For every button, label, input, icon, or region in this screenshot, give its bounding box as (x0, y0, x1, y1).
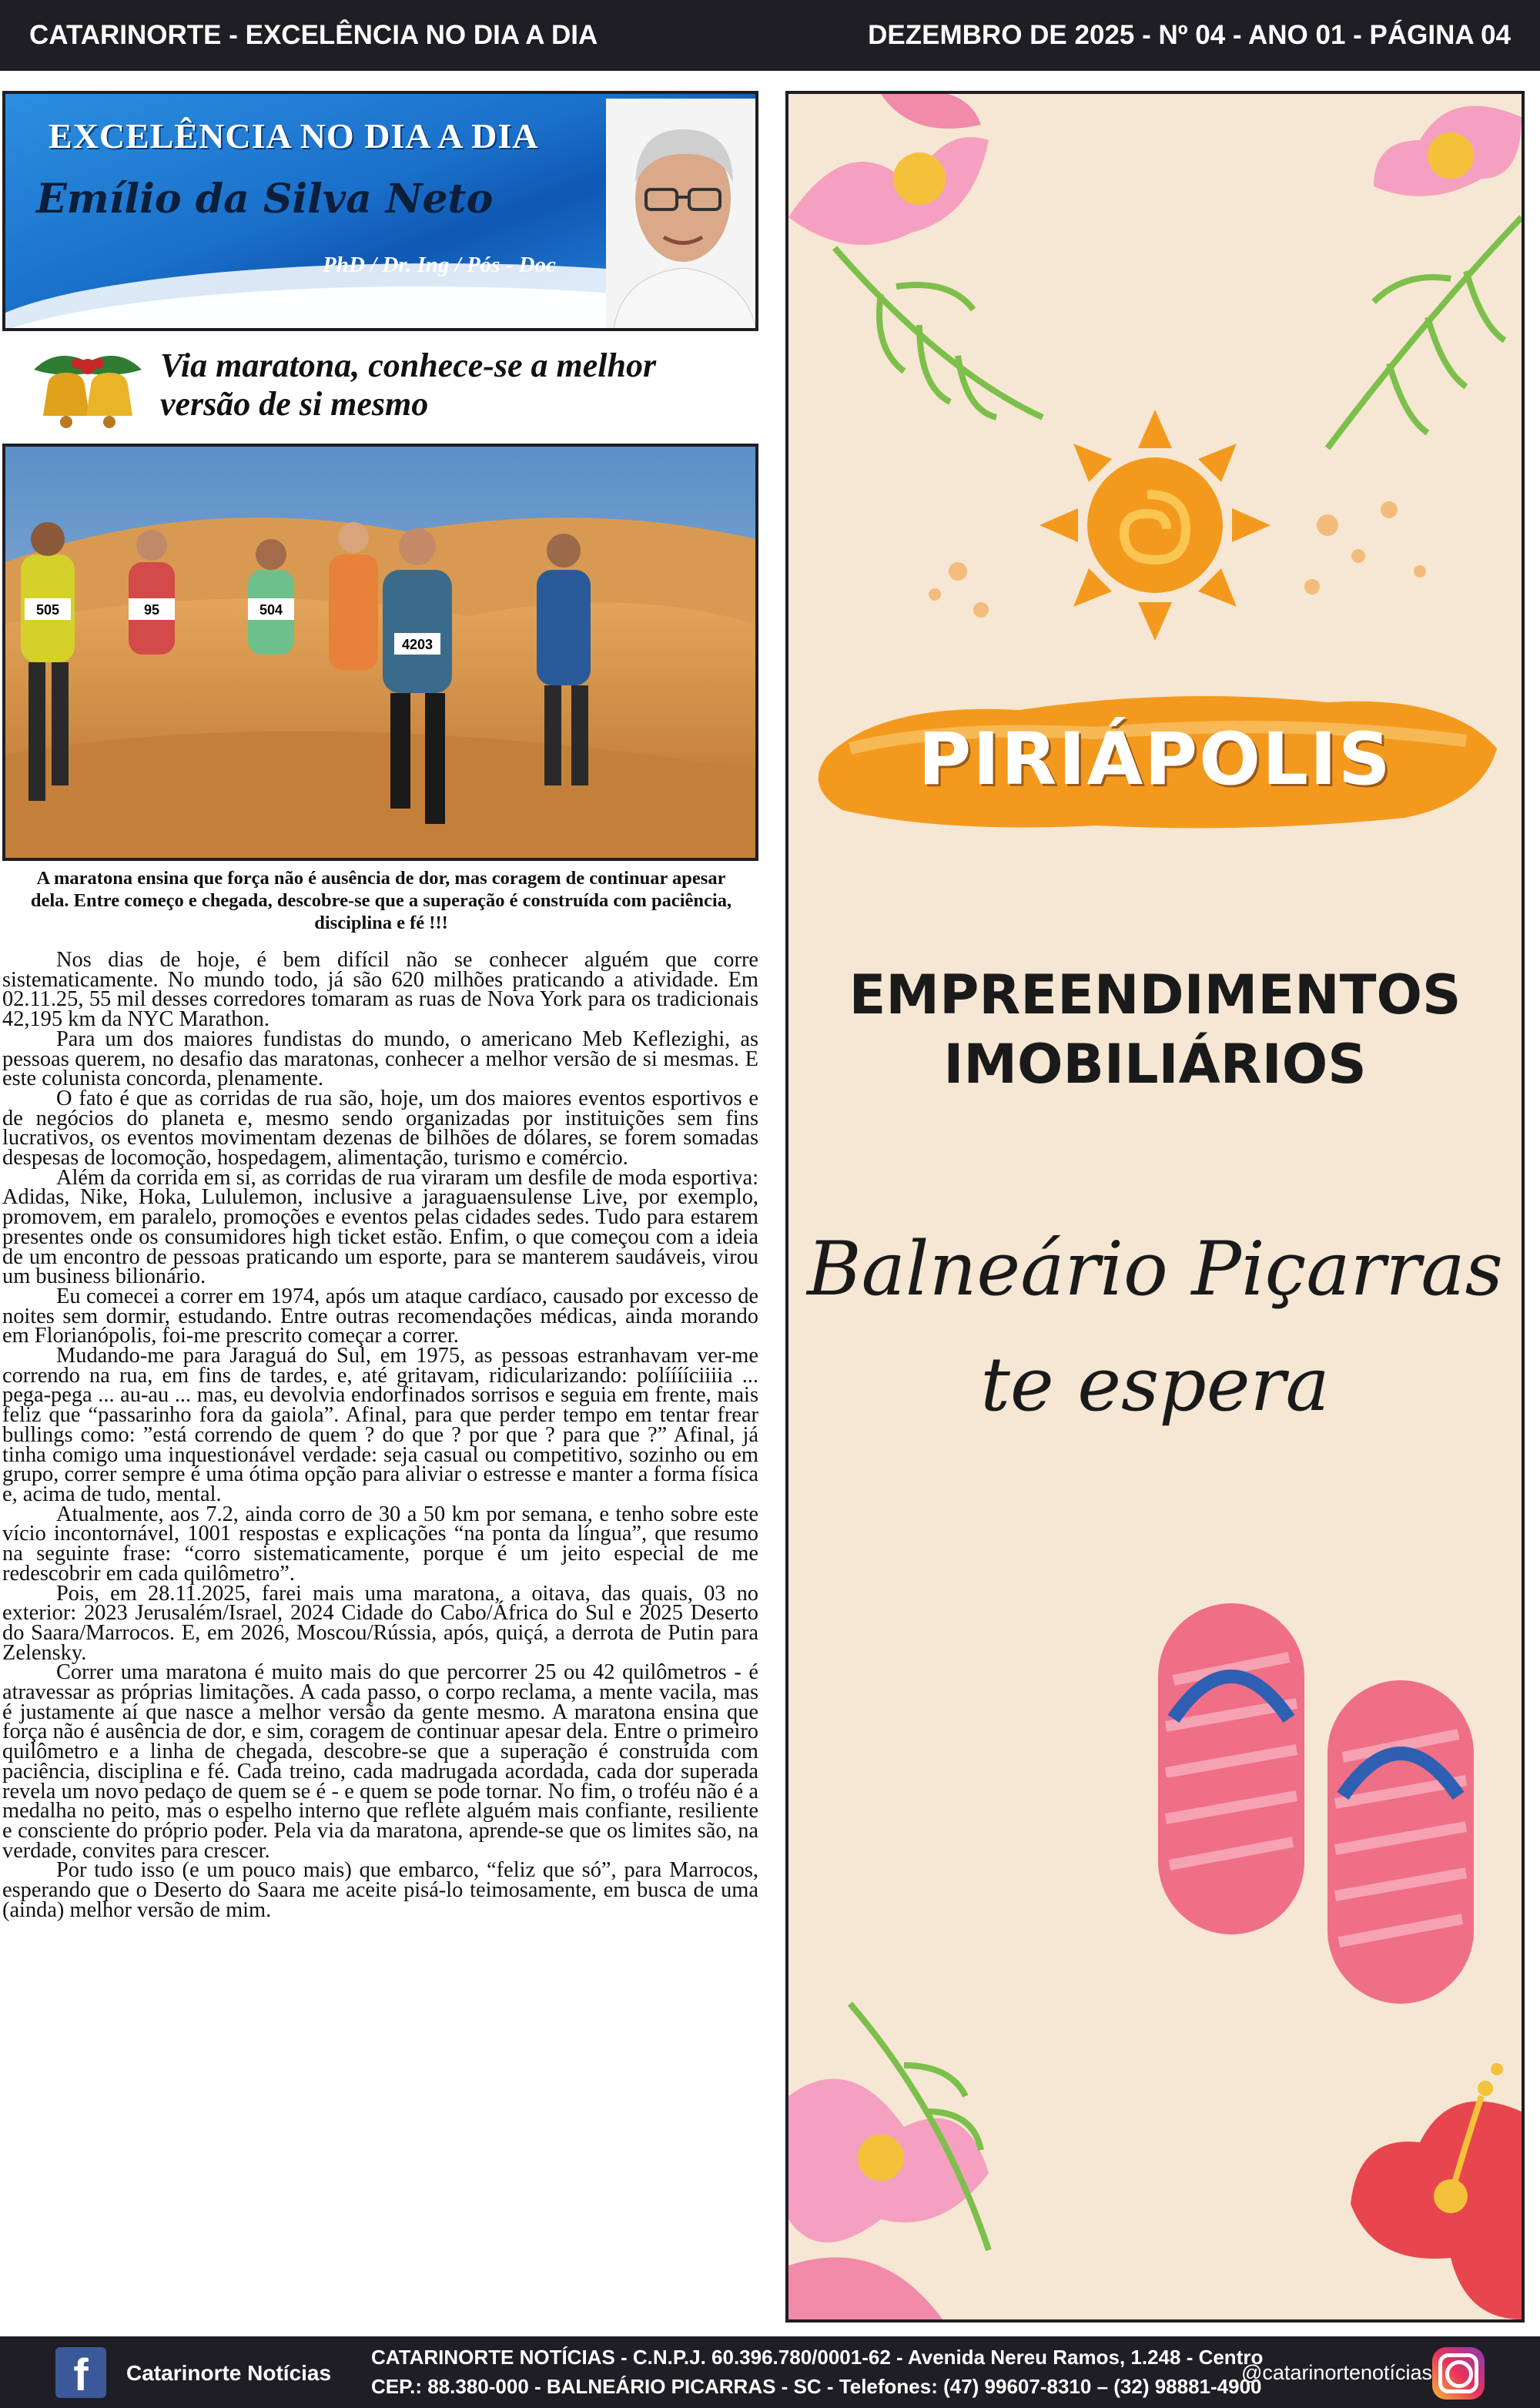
runner-bib-number: 504 (259, 602, 283, 618)
author-portrait (606, 99, 758, 330)
footer-address-line2: CEP.: 88.380-000 - BALNEÁRIO PICARRAS - SC - Telefones: (47) 99607-8310 – (32) 98881-4900 (371, 2375, 1262, 2398)
runner-bib-number: 505 (35, 602, 60, 618)
header-issue-info: DEZEMBRO DE 2025 - Nº 04 - ANO 01 - PÁGINA 04 (868, 20, 1511, 50)
header-publication: CATARINORTE - EXCELÊNCIA NO DIA A DIA (29, 20, 598, 50)
instagram-icon[interactable] (1432, 2347, 1485, 2400)
runner-bib-number: 4203 (401, 637, 434, 652)
column-banner (2, 91, 758, 331)
facebook-label[interactable]: Catarinorte Notícias (126, 2361, 332, 2385)
facebook-icon[interactable]: f (55, 2347, 106, 2398)
column-title: EXCELÊNCIA NO DIA A DIA (49, 116, 539, 156)
runner-bib-number: 95 (143, 602, 160, 618)
article-paragraph: Para um dos maiores fundistas do mundo, o americano Meb Keflezighi, as pessoas querem, no desafio das maratonas, conhecer a melhor versão de si mesmas. E este colunista concorda, plenamente. (2, 1026, 758, 1091)
headline-block (15, 339, 762, 439)
ad-decoration (788, 94, 1522, 2319)
real-estate-ad (785, 91, 1525, 2323)
flip-flops-icon (1158, 1603, 1474, 2004)
article-headline: Via maratona, conhece-se a melhor versão de si mesmo (160, 347, 657, 423)
article-paragraph: Atualmente, aos 7.2, ainda corro de 30 a 50 km por semana, e tenho sobre este vício incontornável, 1001 respostas e explicações “na ponta da língua”, que resumo na seguinte frase: “corro sistematicamente, porque é um jeito especial de me redescobrir em cada quilômetro”. (2, 1502, 758, 1586)
flower-icon (788, 94, 989, 245)
article-paragraph: Além da corrida em si, as corridas de rua viraram um desfile de moda esportiva: Adidas, Nike, Hoka, Lululemon, inclusive a jaraguaensulense Live, por exemplo, promovem, em paralelo, promoções e eventos pelas cidades sedes. Tudo para estarem presentes onde os consumidores high ticket estão. Enfim, o que começou com a ideia de um encontro de pessoas praticando um esporte, para se manterem saudáveis, virou um business bilionário. (2, 1165, 758, 1289)
ad-script-line1: Balneário Piçarras (807, 1226, 1503, 1312)
column-author: Emílio da Silva Neto (36, 176, 494, 223)
photo-caption: A maratona ensina que força não é ausência de dor, mas coragem de continuar apesar dela. Entre começo e chegada, descobre-se que a superação é construída com paciência, disciplina e fé !!! (30, 868, 732, 933)
desert-runners-image (5, 447, 755, 858)
ad-brand-title: PIRIÁPOLIS (918, 718, 1392, 802)
christmas-bells-icon (26, 339, 149, 437)
marathon-photo (2, 444, 758, 861)
article-paragraph: Eu comecei a correr em 1974, após um ataque cardíaco, causado por excesso de noites sem dormir, estudando. Entre outras recomendações médicas, ainda morando em Florianópolis, foi-me prescrito começar a correr. (2, 1284, 758, 1348)
article-paragraph: Mudando-me para Jaraguá do Sul, em 1975, as pessoas estranhavam ver-me correndo na rua, em fins de tardes, e, até gritavam, ridicularizando: polííííciiiia ... pega-pega ... au-au ... mas, eu devolvia endorfinados sorrisos e seguia em frente, mais feliz que “passarinho fora da gaiola”. Afinal, para que perder tempo em tentar frear bullings como: ”está correndo de quem ? do que ? por que ? para que ?” Afinal, já tinha comigo uma inquestionável verdade: seja casual ou competitivo, sozinho ou em grupo, correr sempre é uma ótima opção para aliviar o estresse e manter a forma física e, acima de tudo, mental. (2, 1344, 758, 1506)
footer-address-line1: CATARINORTE NOTÍCIAS - C.N.P.J. 60.396.780/0001-62 - Avenida Nereu Ramos, 1.248 - Centro (371, 2346, 1264, 2369)
article-body (2, 950, 758, 1920)
article-paragraph: Pois, em 28.11.2025, farei mais uma maratona, a oitava, das quais, 03 no exterior: 2023 Jerusalém/Israel, 2024 Cidade do Cabo/África do Sul e 2025 Deserto do Saara/Marrocos. E, em 2026, Moscou/Rússia, após, quiçá, a derrota de Putin para Zelensky. (2, 1581, 758, 1665)
ad-script-line2: te espera (980, 1341, 1330, 1428)
hibiscus-icon (1351, 2063, 1522, 2319)
ad-subtitle: EMPREENDIMENTOS IMOBILIÁRIOS (849, 963, 1461, 1096)
article-paragraph: Por tudo isso (e um pouco mais) que embarco, “feliz que só”, para Marrocos, esperando que o Deserto do Saara me aceite pisá-lo teimosamente, em busca de uma (ainda) melhor versão de mim. (2, 1858, 758, 1922)
article-paragraph: O fato é que as corridas de rua são, hoje, um dos maiores eventos esportivos e de negócios do planeta e, mesmo sendo organizadas por instituições sem fins lucrativos, os eventos movimentam dezenas de bilhões de dólares, se forem somadas despesas de locomoção, hospedagem, alimentação, turismo e comércio. (2, 1086, 758, 1171)
flower-icon (1374, 105, 1522, 196)
article-paragraph: Nos dias de hoje, é bem difícil não se conhecer alguém que corre sistematicamente. No mundo todo, já são 620 milhões praticando a atividade. Em 02.11.25, 55 mil desses corredores tomaram as ruas de Nova York para os tradicionais 42,195 km da NYC Marathon. (2, 948, 758, 1032)
sun-icon (1040, 410, 1270, 641)
instagram-label[interactable]: @catarinortenotícias (1241, 2361, 1433, 2384)
column-credentials: PhD / Dr. Ing / Pós - Doc (323, 253, 556, 277)
article-paragraph: Correr uma maratona é muito mais do que percorrer 25 ou 42 quilômetros - é atravessar as próprias limitações. A cada passo, o corpo reclama, a mente vacila, mas é justamente aí que nasce a melhor versão da gente mesmo. A maratona ensina que força não é ausência de dor, e sim, coragem de continuar apesar dela. Entre o primeiro quilômetro e a linha de chegada, descobre-se que a superação é construída com paciência, disciplina e fé. Cada treino, cada madrugada acordada, cada dor superada revela um novo pedaço de quem se é - e quem se pode tornar. No fim, o troféu não é a medalha no peito, mas o espelho interno que reflete alguém mais confiante, resiliente e consciente do próprio poder. Pela via da maratona, aprende-se que os limites são, na verdade, convites para crescer. (2, 1660, 758, 1863)
top-bar (0, 0, 1540, 71)
footer-bar (0, 2336, 1540, 2408)
